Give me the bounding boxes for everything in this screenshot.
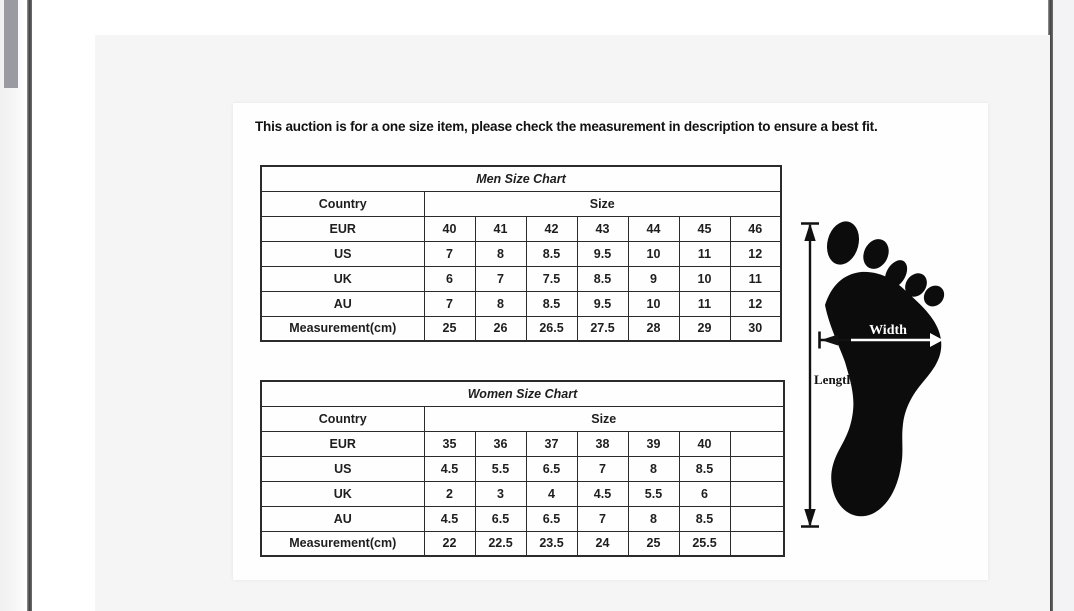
size-cell: 25.5 — [679, 531, 730, 556]
size-cell: 40 — [424, 216, 475, 241]
table-title-row — [261, 166, 781, 191]
table-row — [261, 241, 781, 266]
size-cell: 11 — [679, 241, 730, 266]
size-header: Size — [424, 406, 784, 431]
size-cell: 6 — [424, 266, 475, 291]
size-cell: 28 — [628, 316, 679, 341]
page — [32, 0, 1048, 611]
table-title: Men Size Chart — [261, 166, 781, 191]
size-cell: 7 — [424, 291, 475, 316]
size-cell: 38 — [577, 431, 628, 456]
size-cell: 29 — [679, 316, 730, 341]
table-title: Women Size Chart — [261, 381, 784, 406]
size-cell: 7 — [424, 241, 475, 266]
size-cell: 4.5 — [424, 506, 475, 531]
row-label: US — [261, 456, 424, 481]
row-label: UK — [261, 266, 424, 291]
size-cell — [730, 531, 784, 556]
table-row — [261, 316, 781, 341]
table-row — [261, 456, 784, 481]
size-cell: 7 — [475, 266, 526, 291]
size-cell: 23.5 — [526, 531, 577, 556]
size-cell: 6 — [679, 481, 730, 506]
length-label: Length — [814, 372, 854, 387]
table-row — [261, 481, 784, 506]
auction-notice-text: This auction is for a one size item, please check the measurement in description to ensure a best fit. — [255, 119, 878, 134]
footprint-icon — [822, 218, 948, 517]
size-cell: 10 — [628, 241, 679, 266]
size-cell: 7 — [577, 506, 628, 531]
size-cell: 12 — [730, 241, 781, 266]
size-cell: 8.5 — [679, 456, 730, 481]
row-label: Measurement(cm) — [261, 531, 424, 556]
table-row — [261, 506, 784, 531]
size-cell: 10 — [628, 291, 679, 316]
size-cell: 22 — [424, 531, 475, 556]
size-cell: 9 — [628, 266, 679, 291]
size-cell: 7.5 — [526, 266, 577, 291]
size-cell: 24 — [577, 531, 628, 556]
size-cell: 4.5 — [424, 456, 475, 481]
country-header: Country — [261, 406, 424, 431]
size-cell: 36 — [475, 431, 526, 456]
size-chart-image — [233, 103, 988, 580]
size-cell: 42 — [526, 216, 577, 241]
size-cell: 8 — [475, 241, 526, 266]
row-label: EUR — [261, 431, 424, 456]
size-cell: 8.5 — [526, 291, 577, 316]
left-scrollbar-track[interactable] — [0, 0, 27, 611]
size-cell: 8 — [628, 506, 679, 531]
size-cell: 44 — [628, 216, 679, 241]
left-scrollbar-thumb[interactable] — [4, 0, 18, 88]
size-cell: 45 — [679, 216, 730, 241]
size-cell: 12 — [730, 291, 781, 316]
size-cell: 39 — [628, 431, 679, 456]
size-header: Size — [424, 191, 781, 216]
size-cell: 41 — [475, 216, 526, 241]
size-cell: 22.5 — [475, 531, 526, 556]
size-cell: 9.5 — [577, 241, 628, 266]
size-cell: 6.5 — [475, 506, 526, 531]
foot-measurement-diagram — [785, 210, 985, 550]
row-label: AU — [261, 291, 424, 316]
size-cell: 7 — [577, 456, 628, 481]
size-cell — [730, 481, 784, 506]
width-label: Width — [869, 323, 907, 338]
size-cell — [730, 506, 784, 531]
table-header-row — [261, 406, 784, 431]
size-cell: 2 — [424, 481, 475, 506]
size-cell: 25 — [628, 531, 679, 556]
size-cell: 11 — [679, 291, 730, 316]
size-cell: 10 — [679, 266, 730, 291]
size-cell: 8 — [475, 291, 526, 316]
size-cell: 8.5 — [679, 506, 730, 531]
size-cell: 30 — [730, 316, 781, 341]
men-size-table — [260, 165, 782, 342]
size-cell: 11 — [730, 266, 781, 291]
table-header-row — [261, 191, 781, 216]
size-cell: 26.5 — [526, 316, 577, 341]
table-row — [261, 531, 784, 556]
content-panel — [95, 35, 1050, 611]
size-cell: 35 — [424, 431, 475, 456]
table-row — [261, 431, 784, 456]
size-cell: 43 — [577, 216, 628, 241]
size-cell: 6.5 — [526, 456, 577, 481]
women-size-table — [260, 380, 785, 557]
size-cell: 4.5 — [577, 481, 628, 506]
size-cell: 27.5 — [577, 316, 628, 341]
size-cell — [730, 456, 784, 481]
size-cell: 3 — [475, 481, 526, 506]
size-cell: 9.5 — [577, 291, 628, 316]
size-cell: 8 — [628, 456, 679, 481]
size-cell: 4 — [526, 481, 577, 506]
size-cell: 40 — [679, 431, 730, 456]
row-label: Measurement(cm) — [261, 316, 424, 341]
table-row — [261, 291, 781, 316]
right-gutter — [1053, 0, 1074, 611]
size-cell: 8.5 — [577, 266, 628, 291]
size-cell: 46 — [730, 216, 781, 241]
row-label: EUR — [261, 216, 424, 241]
size-cell — [730, 431, 784, 456]
table-title-row — [261, 381, 784, 406]
row-label: UK — [261, 481, 424, 506]
size-cell: 37 — [526, 431, 577, 456]
size-cell: 25 — [424, 316, 475, 341]
size-cell: 6.5 — [526, 506, 577, 531]
table-row — [261, 216, 781, 241]
row-label: US — [261, 241, 424, 266]
size-cell: 5.5 — [475, 456, 526, 481]
table-row — [261, 266, 781, 291]
size-cell: 26 — [475, 316, 526, 341]
country-header: Country — [261, 191, 424, 216]
size-cell: 5.5 — [628, 481, 679, 506]
size-cell: 8.5 — [526, 241, 577, 266]
row-label: AU — [261, 506, 424, 531]
